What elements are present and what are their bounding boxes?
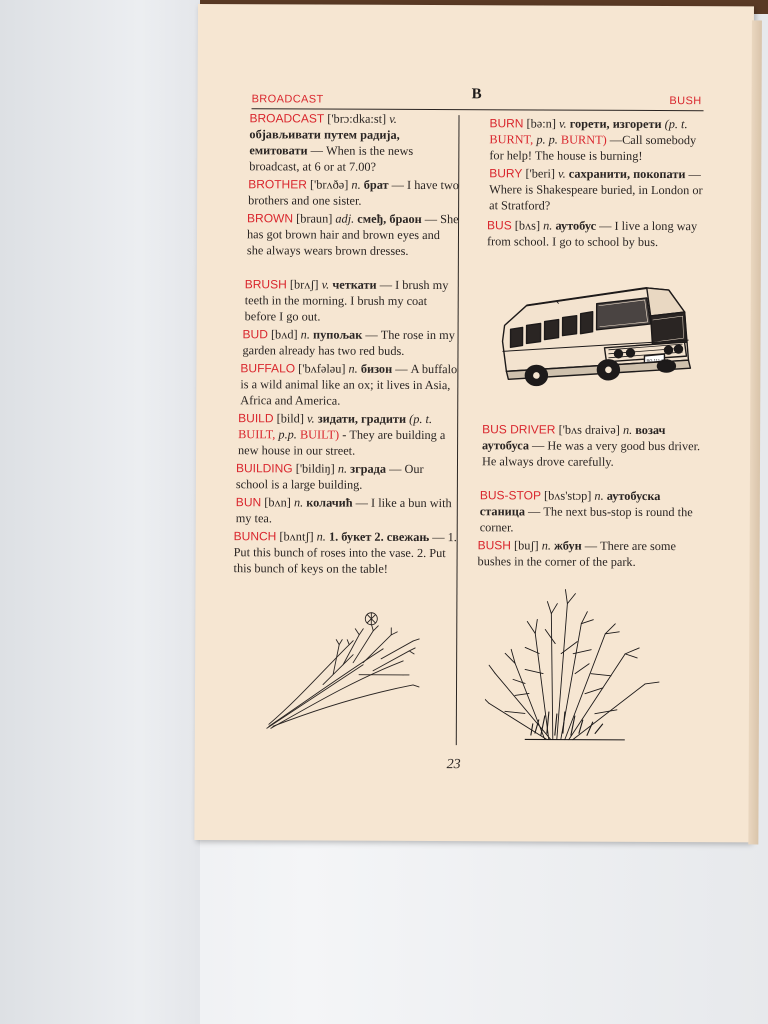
headword: BUD [242,327,268,342]
bus-license-plate: BG 111-222 [646,357,669,364]
entry-bud [242,326,458,359]
pronunciation: [braun] [296,211,333,226]
part-of-speech: n. [300,327,310,342]
entry-buffalo [240,360,458,409]
pronunciation: ['bʌfələu] [298,361,346,376]
entry-broadcast [249,110,459,175]
example: - They are building a new house in our street. [238,427,446,458]
example: — When is the news broadcast, at 6 or at 7.00? [249,143,414,174]
part-of-speech: v. [558,116,567,131]
page-header [252,78,704,111]
headword: BUN [235,495,262,510]
bus-illustration [496,281,696,394]
pronunciation: ['brʌðə] [309,177,349,192]
translation: возач аутобуса [482,422,666,453]
part-of-speech: n. [541,538,551,553]
past-tense: BUILT, [238,427,276,442]
pronunciation: [bʌntʃ] [279,529,314,544]
pronunciation: [bʌn] [264,495,291,510]
part-of-speech: n. [543,218,553,233]
example: — Where is Shakespeare buried, in London or at Stratford? [489,167,703,213]
pronunciation: [bʌd] [270,327,298,342]
example: — He was a very good bus driver. He always drove carefully. [481,438,701,469]
example: — The rose in my garden already has two red buds. [242,327,455,358]
part-of-speech: v. [389,111,397,126]
entry-brother [248,176,459,209]
headword: BUS [487,218,512,233]
part-of-speech: n. [293,495,304,510]
headword: BUSH [477,538,512,553]
headword: BURY [489,166,523,181]
headword: BUILD [238,411,274,426]
part-of-speech: n. [351,177,361,192]
entry-burn [489,115,705,164]
headword: BROWN [247,211,294,226]
translation: зидати, градити [317,411,407,426]
page-number: 23 [446,757,461,773]
entry-building [236,460,458,493]
bush-illustration [485,583,670,746]
pronunciation: [bʌs] [514,218,541,233]
pronunciation: [bʌs'stɔp] [544,488,592,503]
bunch-of-flowers-illustration [263,604,434,735]
headword: BROADCAST [249,111,325,126]
translation: колачић [306,495,353,510]
translation: сахранити, покопати [568,166,686,182]
headword: BUNCH [233,529,277,544]
translation: аутобус [555,218,597,233]
past-tense: BURNT, [489,132,534,147]
past-participle: BUILT) [299,427,340,442]
translation: горети, изгорети [569,116,662,132]
example: — Our school is a large building. [235,461,424,492]
headword: BRUSH [244,277,287,292]
pronunciation: [buʃ] [514,538,539,553]
example: — I have two brothers and one sister. [248,177,460,208]
example: — A buffalo is a wild animal like an ox; it lives in Asia, Africa and America. [240,361,458,408]
example: — The next bus-stop is round the corner. [479,504,693,535]
part-of-speech: n. [337,461,348,476]
entry-bus [487,217,703,250]
header-last-word: BUSH [669,95,702,108]
example: — I brush my teeth in the morning. I brush my coat before I go out. [244,277,449,324]
example: — I like a bun with my tea. [235,495,452,526]
part-of-speech: n. [348,361,358,376]
example: — She has got brown hair and brown eyes and she always wears brown dresses. [246,211,459,258]
translation: жбун [554,538,582,553]
headword: BUS DRIVER [482,422,556,437]
part-of-speech: n. [316,529,326,544]
translation: пупољак [312,327,363,342]
headword: BROTHER [248,177,307,192]
example: — 1. Put this bunch of roses into the vase. 2. Put this bunch of keys on the table! [233,530,457,576]
example: — There are some bushes in the corner of the park. [477,538,676,569]
part-of-speech: v. [558,166,566,181]
entry-bury [489,165,703,214]
pronunciation: [brʌʃ] [289,277,319,292]
translation: објављивати путем радија, емитовати [249,127,400,158]
pronunciation: [bild] [276,411,304,426]
pronunciation: [bə:n] [526,116,556,131]
past-participle: BURNT) [560,132,607,147]
entry-bus-stop [480,487,698,536]
entry-build [238,410,458,459]
translation: 1. букет 2. свежањ [328,529,430,545]
part-of-speech: v. [306,411,315,426]
entry-bun [236,494,458,527]
part-of-speech: n. [622,422,633,437]
headword: BUFFALO [240,361,296,376]
pronunciation: ['bildiŋ] [295,461,335,476]
entry-brown [247,210,459,259]
part-of-speech: adj. [335,211,355,226]
header-letter: B [471,86,482,103]
background-left [0,0,200,1024]
past-participle-label: p.p. [278,427,297,442]
pronunciation: ['bʌs draivə] [558,422,620,437]
translation: зграда [350,461,387,476]
headword: BUS-STOP [479,488,542,503]
example: — I live a long way from school. I go to school by bus. [486,218,698,250]
entry-bush [478,537,698,570]
dictionary-page [194,4,754,842]
translation: брат [363,177,389,192]
past-participle-label: p. p. [536,132,558,147]
part-of-speech: n. [594,488,604,503]
pronunciation: ['beri] [525,166,556,181]
headword: BURN [489,116,524,131]
translation: бизон [360,361,393,376]
verb-forms-label: (p. t. [664,117,688,132]
entry-bus-driver [482,421,700,470]
verb-forms-label: (p. t. [409,411,433,427]
example: —Call somebody for help! The house is burning! [489,132,697,163]
headword: BUILDING [235,461,293,476]
translation: аутобуска станица [479,488,661,519]
header-first-word: BROADCAST [251,93,324,106]
part-of-speech: v. [321,277,330,292]
entry-brush [245,276,459,325]
pronunciation: ['brɔ:dka:st] [327,111,387,126]
entry-bunch [234,528,458,577]
translation: четкати [332,277,377,292]
translation: смеђ, браон [357,211,422,226]
